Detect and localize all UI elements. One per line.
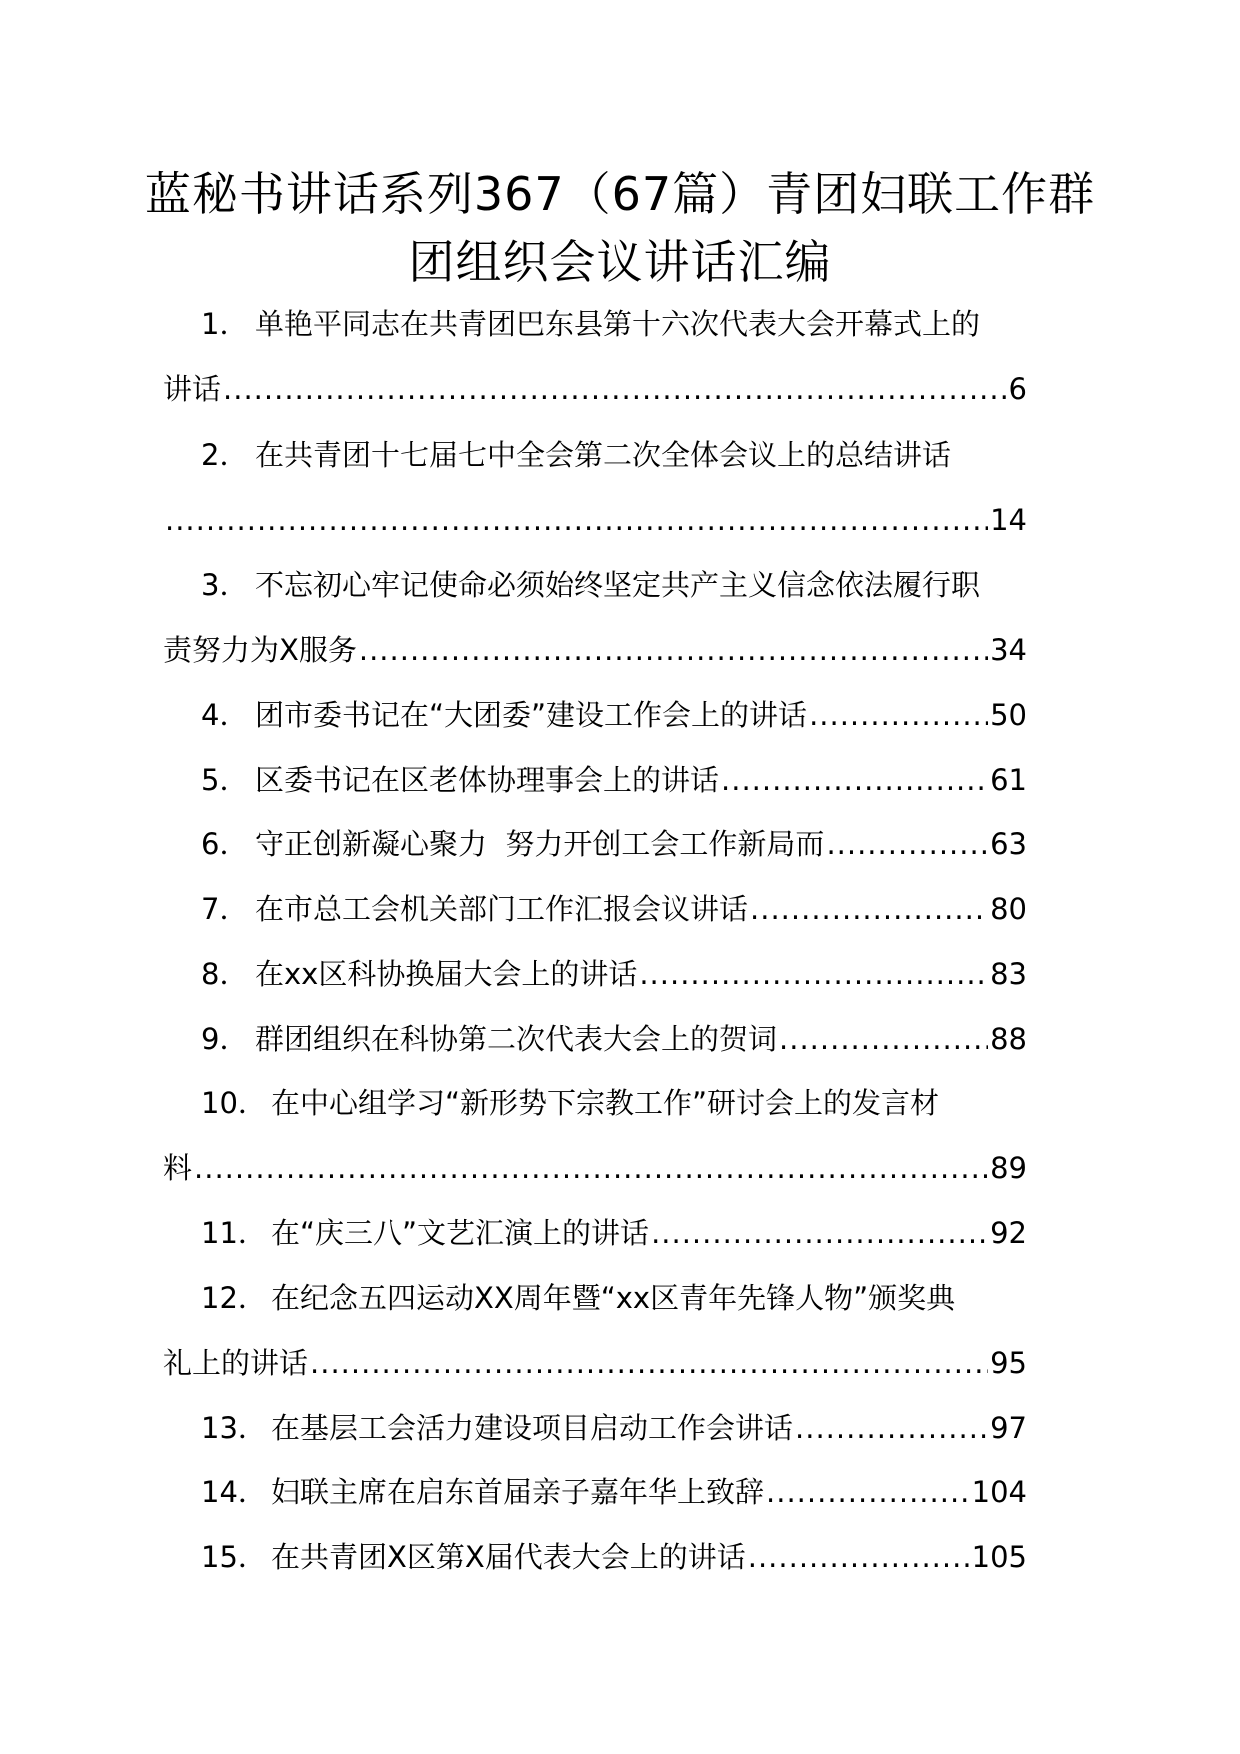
dot-leader: [779, 1017, 988, 1061]
toc-page-number: 88: [990, 1022, 1027, 1056]
dot-leader: [795, 1406, 988, 1450]
toc-entry-8[interactable]: [163, 952, 1029, 996]
toc-entry-12-line2[interactable]: [163, 1341, 1029, 1385]
toc-page-number: 83: [990, 957, 1027, 991]
dot-leader: [310, 1341, 988, 1385]
toc-number: 9．: [201, 1022, 249, 1056]
toc-title: 在基层工会活力建设项目启动工作会讲话: [271, 1411, 794, 1445]
toc-title: 不忘初心牢记使命必须始终坚定共产主义信念依法履行职: [255, 568, 981, 602]
toc-title-continued: 讲话: [163, 372, 222, 406]
toc-title: 在纪念五四运动XX周年暨“xx区青年先锋人物”颁奖典: [271, 1281, 956, 1315]
toc-title: 在市总工会机关部门工作汇报会议讲话: [255, 892, 749, 926]
toc-entry-3-line2[interactable]: [163, 628, 1029, 672]
toc-title: 单艳平同志在共青团巴东县第十六次代表大会开幕式上的: [255, 307, 981, 341]
toc-entry-10-line2[interactable]: [163, 1146, 1029, 1190]
toc-entry-3-line1[interactable]: [163, 563, 1029, 607]
toc-number: 14．: [201, 1475, 267, 1509]
toc-title: 在共青团十七届七中全会第二次全体会议上的总结讲话: [255, 438, 952, 472]
toc-title: 在“庆三八”文艺汇演上的讲话: [271, 1216, 650, 1250]
dot-leader: [750, 887, 988, 931]
toc-title: 在xx区科协换届大会上的讲话: [255, 957, 638, 991]
toc-entry-13[interactable]: [163, 1406, 1029, 1450]
toc-title: 区委书记在区老体协理事会上的讲话: [255, 763, 720, 797]
toc-page-number: 95: [990, 1346, 1027, 1380]
toc-page-number: 34: [990, 633, 1027, 667]
dot-leader: [826, 822, 988, 866]
toc-entry-7[interactable]: [163, 887, 1029, 931]
toc-number: 15．: [201, 1540, 267, 1574]
toc-entry-15[interactable]: [163, 1535, 1029, 1579]
dot-leader: [194, 1146, 988, 1190]
toc-entry-5[interactable]: [163, 758, 1029, 802]
toc-number: 6．: [201, 827, 249, 861]
dot-leader: [639, 952, 988, 996]
toc-page-number: 6: [1008, 372, 1027, 406]
dot-leader: [766, 1470, 970, 1514]
toc-number: 7．: [201, 892, 249, 926]
toc-entry-14[interactable]: [163, 1470, 1029, 1514]
toc-title-continued: 礼上的讲话: [163, 1346, 309, 1380]
toc-page-number: 104: [971, 1475, 1027, 1509]
toc-page-number: 92: [990, 1216, 1027, 1250]
dot-leader: [165, 498, 988, 542]
toc-page-number: 63: [990, 827, 1027, 861]
toc-title: 守正创新凝心聚力 努力开创工会工作新局而: [255, 827, 825, 861]
toc-title: 在中心组学习“新形势下宗教工作”研讨会上的发言材: [271, 1086, 940, 1120]
dot-leader: [651, 1211, 988, 1255]
toc-entry-12-line1[interactable]: [163, 1276, 1029, 1320]
toc-entry-10-line1[interactable]: [163, 1081, 1029, 1125]
toc-page-number: 61: [990, 763, 1027, 797]
toc-page-number: 50: [990, 698, 1027, 732]
toc-title: 在共青团X区第X届代表大会上的讲话: [271, 1540, 746, 1574]
toc-page-number: 105: [971, 1540, 1027, 1574]
document-title-line1: 蓝秘书讲话系列367（67篇）青团妇联工作群: [144, 167, 1096, 221]
toc-entry-6[interactable]: [163, 822, 1029, 866]
toc-number: 13．: [201, 1411, 267, 1445]
toc-number: 4．: [201, 698, 249, 732]
dot-leader: [721, 758, 988, 802]
toc-number: 11．: [201, 1216, 267, 1250]
toc-title: 群团组织在科协第二次代表大会上的贺词: [255, 1022, 778, 1056]
dot-leader: [223, 367, 1007, 411]
toc-number: 1．: [201, 307, 249, 341]
toc-page-number: 89: [990, 1151, 1027, 1185]
toc-title: 团市委书记在“大团委”建设工作会上的讲话: [255, 698, 808, 732]
toc-entry-4[interactable]: [163, 693, 1029, 737]
dot-leader: [359, 628, 988, 672]
document-title-line2: 团组织会议讲话汇编: [408, 235, 832, 289]
toc-number: 2．: [201, 438, 249, 472]
toc-title-continued: 料: [163, 1151, 193, 1185]
dot-leader: [748, 1535, 970, 1579]
toc-title-continued: 责努力为X服务: [163, 633, 357, 667]
toc-number: 10．: [201, 1086, 267, 1120]
dot-leader: [809, 693, 988, 737]
toc-page-number: 97: [990, 1411, 1027, 1445]
toc-entry-9[interactable]: [163, 1017, 1029, 1061]
toc-entry-1-line2[interactable]: [163, 367, 1029, 411]
toc-entry-1-line1[interactable]: [163, 302, 1029, 346]
toc-number: 5．: [201, 763, 249, 797]
toc-number: 3．: [201, 568, 249, 602]
toc-page-number: 80: [990, 892, 1027, 926]
toc-title: 妇联主席在启东首届亲子嘉年华上致辞: [271, 1475, 765, 1509]
toc-entry-2-line2[interactable]: [163, 498, 1029, 542]
toc-entry-2-line1[interactable]: [163, 433, 1029, 477]
toc-page-number: 14: [990, 503, 1027, 537]
toc-number: 12．: [201, 1281, 267, 1315]
toc-entry-11[interactable]: [163, 1211, 1029, 1255]
toc-number: 8．: [201, 957, 249, 991]
